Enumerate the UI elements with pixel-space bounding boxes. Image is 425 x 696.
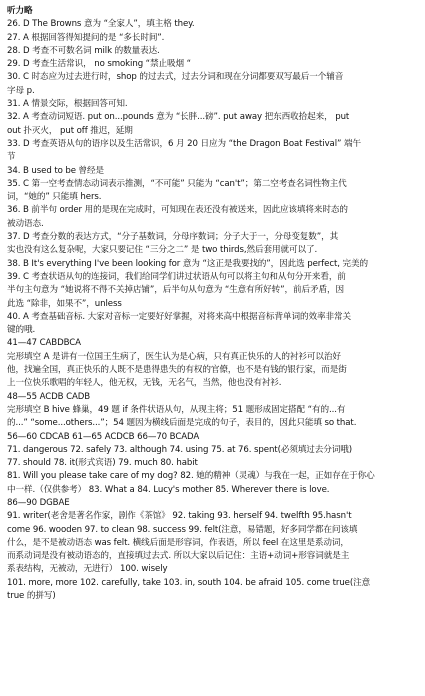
cloze-a-line-2: 他，找遍全国，真正快乐的人既不是患得患失的有权的官僚，也不是有钱的银行家，而是街: [7, 365, 347, 376]
answer-line-32: 32. A 考查动词短语. put on...pounds 意为 “长胖...磅”. put away 把东西收拾起来， put: [7, 112, 350, 123]
answer-line-40: 40. A 考查基础音标. 大家对音标一定要好好掌握，对将来高中根据音标背单词的效率非常关: [7, 311, 351, 322]
section-heading-listening: 听力略: [7, 6, 33, 16]
cloze-a-line-1: 完形填空 A 是讲有一位国王生病了，医生认为是心病，只有真正快乐的人的衬衫可以治好: [7, 351, 341, 362]
answer-line-29: 29. D 考查生活常识， no smoking “禁止吸烟 “: [7, 59, 191, 70]
answer-line-27: 27. A 根据回答得知提问的是 “多长时间”.: [7, 32, 165, 43]
answer-line-101-105: 101. more, more 102. carefully, take 103. in, south 104. be afraid 105. come true(注意: [7, 577, 371, 588]
answer-line-26: 26. D The Browns 意为 “全家人”，填主格 they.: [7, 19, 195, 30]
answer-line-77-80: 77. should 78. it(形式宾语) 79. much 80. habit: [7, 458, 198, 469]
answer-line-38: 38. B It's everything I've been looking for 意为 “这正是我要找的”，因此选 perfect, 完美的: [7, 258, 368, 269]
answer-line-36: 36. B 前半句 order 用的是现在完成时，可知现在表还没有被送来，因此应该填将来时态的: [7, 205, 348, 216]
answer-line-48-55: 48—55 ACDB CADB: [7, 391, 91, 402]
answer-line-36-cont: 被动语态.: [7, 218, 44, 229]
answer-line-86-90: 86—90 DGBAE: [7, 497, 70, 508]
answer-line-41-47: 41—47 CABDBCA: [7, 338, 81, 349]
answer-line-30: 30. C 时态应为过去进行时，shop 的过去式，过去分词和现在分词都要双写最后一个辅音: [7, 72, 344, 83]
answer-line-31: 31. A 情景交际，根据回答可知.: [7, 99, 128, 110]
answer-line-33-cont: 节: [7, 152, 16, 163]
answer-line-39-cont: 半句主句意为 “她说将不得不关掉店铺”，后半句从句意为 “生意有所好转”，前后矛盾，因: [7, 285, 344, 296]
answer-line-28: 28. D 考查不可数名词 milk 的数量表达.: [7, 45, 160, 56]
answer-line-32-cont: out 扑灭火， put off 推迟，延期: [7, 125, 133, 136]
answer-line-30-cont: 字母 p.: [7, 85, 35, 96]
answer-line-39-cont2: 此选 “除非，如果不”，unless: [7, 298, 122, 309]
answer-line-35-cont: 词，“她的” 只能填 hers.: [7, 192, 102, 203]
answer-line-91-95: 91. writer(老舍是著名作家，剧作《茶馆》 92. taking 93. herself 94. twelfth 95.hasn't: [7, 511, 352, 522]
answer-line-37-cont: 实也没有这么复杂呢，大家只要记住 “三分之二” 是 two thirds,然后套用就可以了.: [7, 245, 318, 256]
answer-line-99-100: 系表结构，无被动，无进行） 100. wisely: [7, 564, 168, 575]
answer-line-40-cont: 键的哦.: [7, 325, 36, 336]
answer-line-99-cont: 什么，是不是被动语态 was felt. 横线后面是形容词，作表语，所以 feel 在这里是系动词，: [7, 537, 349, 548]
answer-line-81-82: 81. Will you please take care of my dog? 82. 她的精神（灵魂）与我在一起，正如存在于你心: [7, 471, 375, 482]
answer-line-71-76: 71. dangerous 72. safely 73. although 74. using 75. at 76. spent(必须填过去分词哦): [7, 444, 353, 455]
answer-line-99-cont2: 而系动词是没有被动语态的，直接填过去式. 所以大家以后记住：主语+动词+形容词就是主: [7, 551, 350, 562]
cloze-b-line-1: 完形填空 B hive 蜂巢，49 题 if 条件状语从句，从现主将；51 题形成固定搭配 “有的...有: [7, 404, 346, 415]
answer-line-33: 33. D 考查英语从句的语序以及生活常识，6 月 20 日应为 “the Dragon Boat Festival” 端午: [7, 138, 361, 149]
cloze-a-line-3: 上一位快乐歌唱的年轻人，他无权，无钱，无名气，当然，他也没有衬衫.: [7, 378, 282, 389]
cloze-b-line-2: 的...” “some...others...”；54 题因为横线后面是完成的句子，表目的，因此只能填 so that.: [7, 418, 357, 429]
answer-line-95-99: come 96. wooden 97. to clean 98. success 99. felt(注意，易错题，好多同学都在问该填: [7, 524, 358, 535]
answer-line-56-70: 56—60 CDCAB 61—65 ACDCB 66—70 BCADA: [7, 431, 200, 442]
answer-line-82-85: 中一样.（仅供参考） 83. What a 84. Lucy's mother 85. Wherever there is love.: [7, 484, 330, 495]
answer-line-37: 37. D 考查分数的表达方式，“分子基数词，分母序数词；分子大于一，分母变复数”，其: [7, 232, 339, 243]
answer-line-35: 35. C 第一空考查情态动词表示推测，“不可能” 只能为 “can't”；第二空考查名词性物主代: [7, 178, 347, 189]
answer-line-105-cont: true 的拼写): [7, 591, 56, 602]
answer-line-39: 39. C 考查状语从句的连接词，我们给同学们讲过状语从句可以将主句和从句分开来看，前: [7, 271, 346, 282]
answer-line-34: 34. B used to be 曾经是: [7, 165, 105, 176]
